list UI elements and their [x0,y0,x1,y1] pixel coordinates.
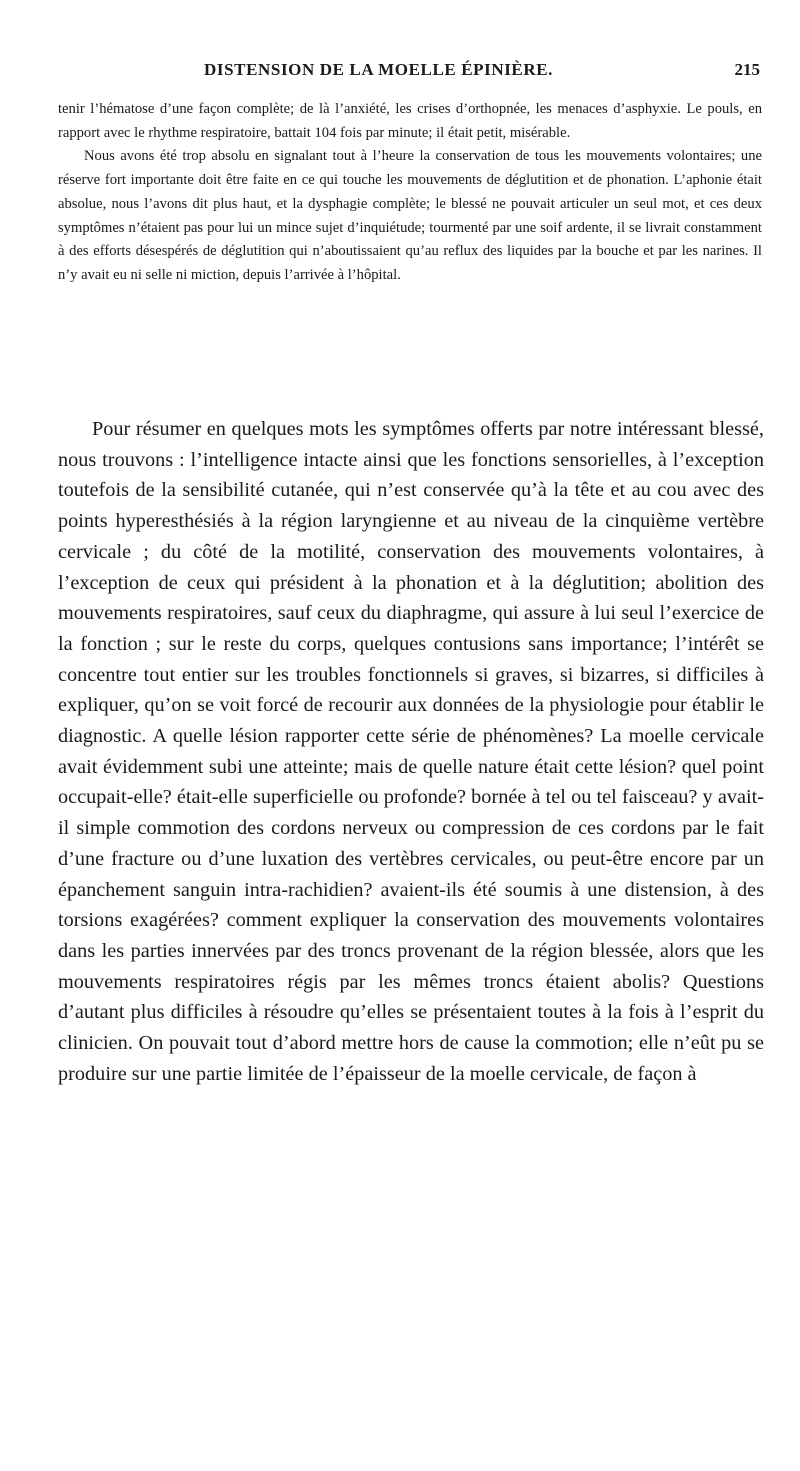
small-paragraph: Nous avons été trop absolu en signalant tout à l’heure la conservation de tous les mouvements volontaires; une réserve fort importante doit être faite en ce qui touche les mouvements de déglutition et de phonation. L’aphonie était absolue, nous l’avons dit plus haut, et la dysphagie complète; le blessé ne pouvait articuler un seul mot, et ces deux symptômes n’étaient pas pour lui un mince sujet d’inquiétude; tourmenté par une soif ardente, il se livrait constamment à des efforts désespérés de déglutition qui n’aboutissaient qu’au reflux des liquides par la bouche et par les narines. Il n’y avait eu ni selle ni miction, depuis l’arrivée à l’hôpital. [58,148,762,283]
page-number: 215 [734,60,760,79]
running-title: DISTENSION DE LA MOELLE ÉPINIÈRE. [204,60,554,79]
small-paragraph-continued: tenir l’hématose d’une façon complète; de là l’anxiété, les crises d’orthopnée, les menaces d’asphyxie. Le pouls, en rapport avec le rhythme respiratoire, battait 104 fois par minute; il était petit, misérable. [58,101,762,141]
main-paragraph: Pour résumer en quelques mots les symptômes offerts par notre intéressant blessé, nous trouvons : l’intelligence intacte ainsi que les fonctions sensorielles, à l’exception toutefois de la sensibilité cutanée, qui n’est conservée qu’à la tête et au cou avec des points hyperesthésiés à la région laryngienne et au niveau de la cinquième vertèbre cervicale ; du côté de la motilité, conservation des mouvements volontaires, à l’exception de ceux qui président à la phonation et à la déglutition; abolition des mouvements respiratoires, sauf ceux du diaphragme, qui assure à lui seul l’exercice de la fonction ; sur le reste du corps, quelques contusions sans importance; l’intérêt se concentre tout entier sur les troubles fonctionnels si graves, si bizarres, si difficiles à expliquer, qu’on se voit forcé de recourir aux données de la physiologie pour établir le diagnostic. A quelle lésion rapporter cette série de phénomènes? La moelle cervicale avait évidemment subi une atteinte; mais de quelle nature était cette lésion? quel point occupait-elle? était-elle superficielle ou profonde? bornée à tel ou tel faisceau? y avait-il simple commotion des cordons nerveux ou compression de ces cordons par le fait d’une fracture ou d’une luxation des vertèbres cervicales, ou peut-être encore par un épanchement sanguin intra-rachidien? avaient-ils été soumis à une distension, à des torsions exagérées? comment expliquer la conservation des mouvements volontaires dans les parties innervées par des troncs provenant de la région blessée, alors que les mouvements respiratoires régis par les mêmes troncs étaient abolis? Questions d’autant plus difficiles à résoudre qu’elles se présentaient toutes à la fois à l’esprit du clinicien. On pouvait tout d’abord mettre hors de cause la commotion; elle n’eût pu se produire sur une partie limitée de l’épaisseur de la moelle cervicale, de façon à [58,418,764,1085]
small-print-section [58,98,762,288]
page-header [60,60,760,88]
main-text-section [58,414,764,1089]
